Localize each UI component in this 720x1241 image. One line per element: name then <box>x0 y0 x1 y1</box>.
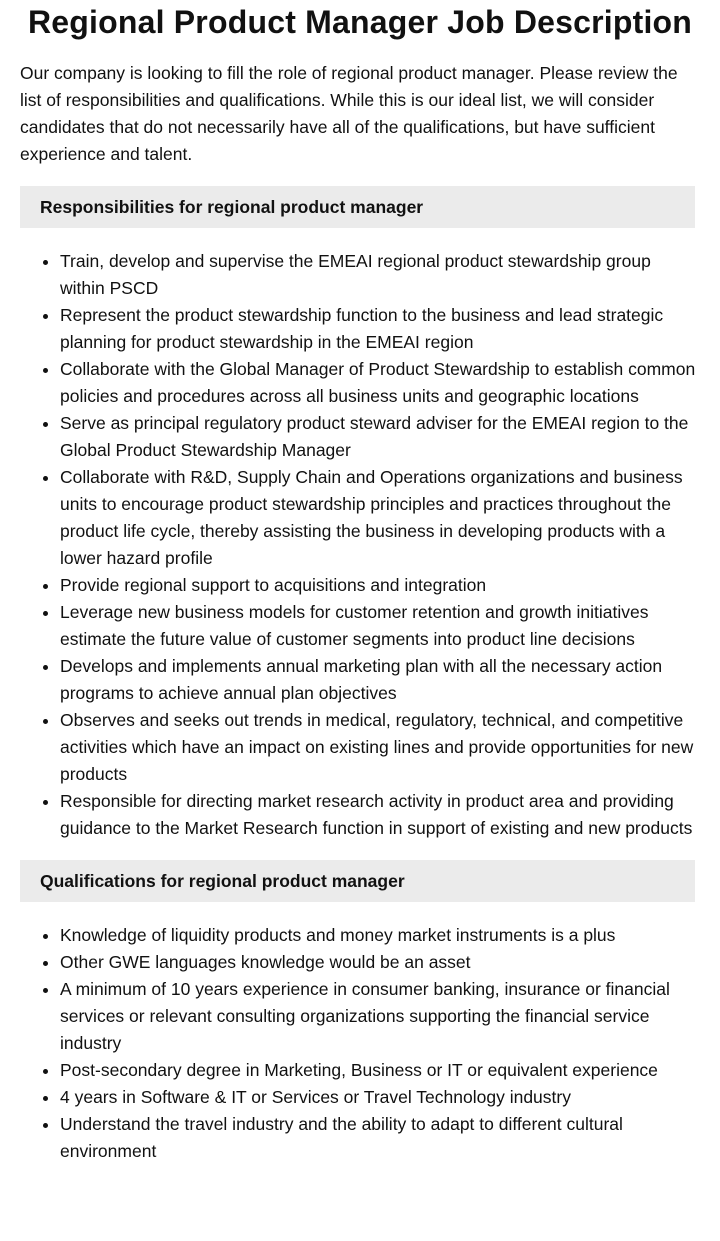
list-item: • Collaborate with R&D, Supply Chain and Operations organizations and business units to encourage product stewardship principles and practices throughout the product life cycle, thereby assisting the business in developing products with a lower hazard profile <box>60 464 700 572</box>
list-item: • Provide regional support to acquisitions and integration <box>60 572 700 599</box>
list-item: • Collaborate with the Global Manager of Product Stewardship to establish common policies and procedures across all business units and geographic locations <box>60 356 700 410</box>
list-item: • Knowledge of liquidity products and money market instruments is a plus <box>60 922 700 949</box>
intro-paragraph: Our company is looking to fill the role of regional product manager. Please review the list of responsibilities and qualifications. While this is our ideal list, we will consider candidates that do not necessarily have all of the qualifications, but have sufficient experience and talent. <box>20 63 678 164</box>
list-item: • Leverage new business models for customer retention and growth initiatives estimate the future value of customer segments into product line decisions <box>60 599 700 653</box>
list-item: • Understand the travel industry and the ability to adapt to different cultural environment <box>60 1111 700 1165</box>
responsibilities-heading: Responsibilities for regional product manager <box>20 186 695 228</box>
list-item: • Train, develop and supervise the EMEAI regional product stewardship group within PSCD <box>60 248 700 302</box>
list-item: • Develops and implements annual marketing plan with all the necessary action programs to achieve annual plan objectives <box>60 653 700 707</box>
qualifications-heading: Qualifications for regional product manager <box>20 860 695 902</box>
list-item: • A minimum of 10 years experience in consumer banking, insurance or financial services or relevant consulting organizations supporting the financial service industry <box>60 976 700 1057</box>
list-item: • Observes and seeks out trends in medical, regulatory, technical, and competitive activities which have an impact on existing lines and provide opportunities for new products <box>60 707 700 788</box>
list-item: • Represent the product stewardship function to the business and lead strategic planning for product stewardship in the EMEAI region <box>60 302 700 356</box>
list-item: • Serve as principal regulatory product steward adviser for the EMEAI region to the Global Product Stewardship Manager <box>60 410 700 464</box>
responsibilities-list <box>20 248 700 842</box>
list-item: • 4 years in Software & IT or Services or Travel Technology industry <box>60 1084 700 1111</box>
list-item: • Other GWE languages knowledge would be an asset <box>60 949 700 976</box>
list-item: • Responsible for directing market research activity in product area and providing guidance to the Market Research function in support of existing and new products <box>60 788 700 842</box>
qualifications-list <box>20 922 700 1165</box>
page-title: Regional Product Manager Job Description <box>27 4 693 40</box>
list-item: • Post-secondary degree in Marketing, Business or IT or equivalent experience <box>60 1057 700 1084</box>
